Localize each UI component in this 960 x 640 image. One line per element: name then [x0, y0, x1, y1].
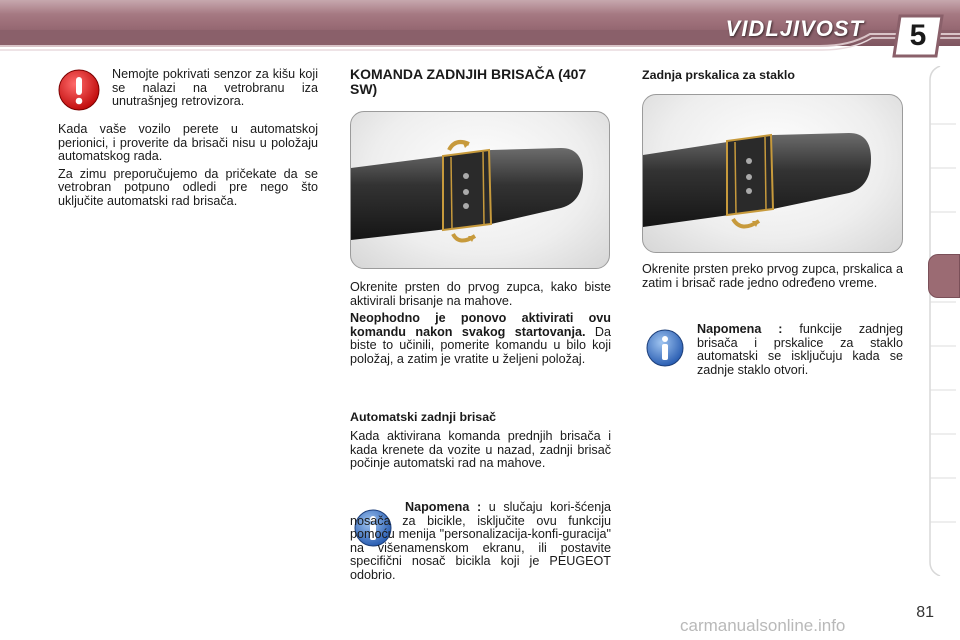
middle-para-1: Okrenite prsten do prvog zupca, kako biste aktivirali brisanje na mahove. — [350, 280, 611, 308]
info-icon — [645, 328, 685, 368]
wiper-stalk-illustration — [351, 112, 610, 269]
section-title-rear-washer: Zadnja prskalica za staklo — [642, 68, 795, 82]
left-column — [58, 123, 318, 213]
left-para-1: Kada vaše vozilo perete u automatskoj perionici, i proverite da brisači nisu u položaju automatskog rada. — [58, 122, 318, 164]
middle-para-2-rest: Da biste to učinili, pomerite komandu u bilo koji položaj, a zatim je vratite u željeni položaj. — [350, 324, 612, 366]
right-title-block — [642, 68, 904, 82]
warning-text-block — [112, 68, 318, 113]
washer-stalk-illustration — [643, 95, 903, 253]
middle-note-text — [350, 501, 611, 583]
exclamation-warning-icon — [57, 68, 101, 112]
middle-title-block — [350, 67, 612, 97]
middle-para-2-bold: Neophodno je ponovo aktivirati ovu komandu nakon svakog startovanja. — [350, 311, 611, 339]
middle-note-body: u slučaju kori-šćenja nosača za bicikle, isključite ovu funkciju pomoću menija "personalizacija-konfi-guracija" na višenamenskom ekranu, ili postavite specifični nosač bicikla koji je PEUGEOT odobrio. — [350, 500, 612, 582]
middle-body — [350, 281, 611, 371]
left-para-2: Za zimu preporučujemo da pričekate da se vetrobran potpuno odledi pre nego što uključite automatski rad brisača. — [58, 166, 318, 208]
middle-para-2 — [350, 312, 611, 366]
watermark-text: carmanualsonline.info — [680, 616, 846, 635]
auto-wiper-section — [350, 410, 611, 475]
right-body — [642, 263, 903, 294]
middle-note-label: Napomena : — [405, 500, 482, 514]
page-number: 81 — [916, 604, 934, 621]
chapter-title: VIDLJIVOST — [725, 16, 864, 41]
right-para-1: Okrenite prsten preko prvog zupca, prskalica a zatim i brisač rade jedno određeno vreme. — [642, 262, 903, 290]
right-note-text — [697, 323, 903, 377]
header-highlight — [0, 0, 960, 14]
right-note-label: Napomena : — [697, 322, 783, 336]
side-tab-strip — [926, 66, 960, 576]
middle-para-3: Kada aktivirana komanda prednjih brisača i kada krenete da vozite u nazad, zadnji brisač počinje automatski rad na mahove. — [350, 429, 611, 471]
middle-note — [350, 501, 611, 587]
section-title-rear-wipers: KOMANDA ZADNJIH BRISAČA (407 SW) — [350, 66, 587, 97]
subtitle-auto-rear-wiper: Automatski zadnji brisač — [350, 410, 496, 424]
right-note — [697, 323, 903, 381]
chapter-number: 5 — [909, 19, 927, 52]
right-note-body: funkcije zadnjeg brisača i prskalice za staklo automatski se isključuju kada se zadnje staklo otvori. — [697, 322, 903, 377]
side-tab-active[interactable] — [928, 254, 960, 298]
stalk-photo-rear-washer — [642, 94, 903, 253]
warning-text: Nemojte pokrivati senzor za kišu koji se nalazi na vetrobranu iza unutrašnjeg retrovizora. — [112, 67, 318, 109]
stalk-photo-rear-wiper — [350, 111, 610, 269]
